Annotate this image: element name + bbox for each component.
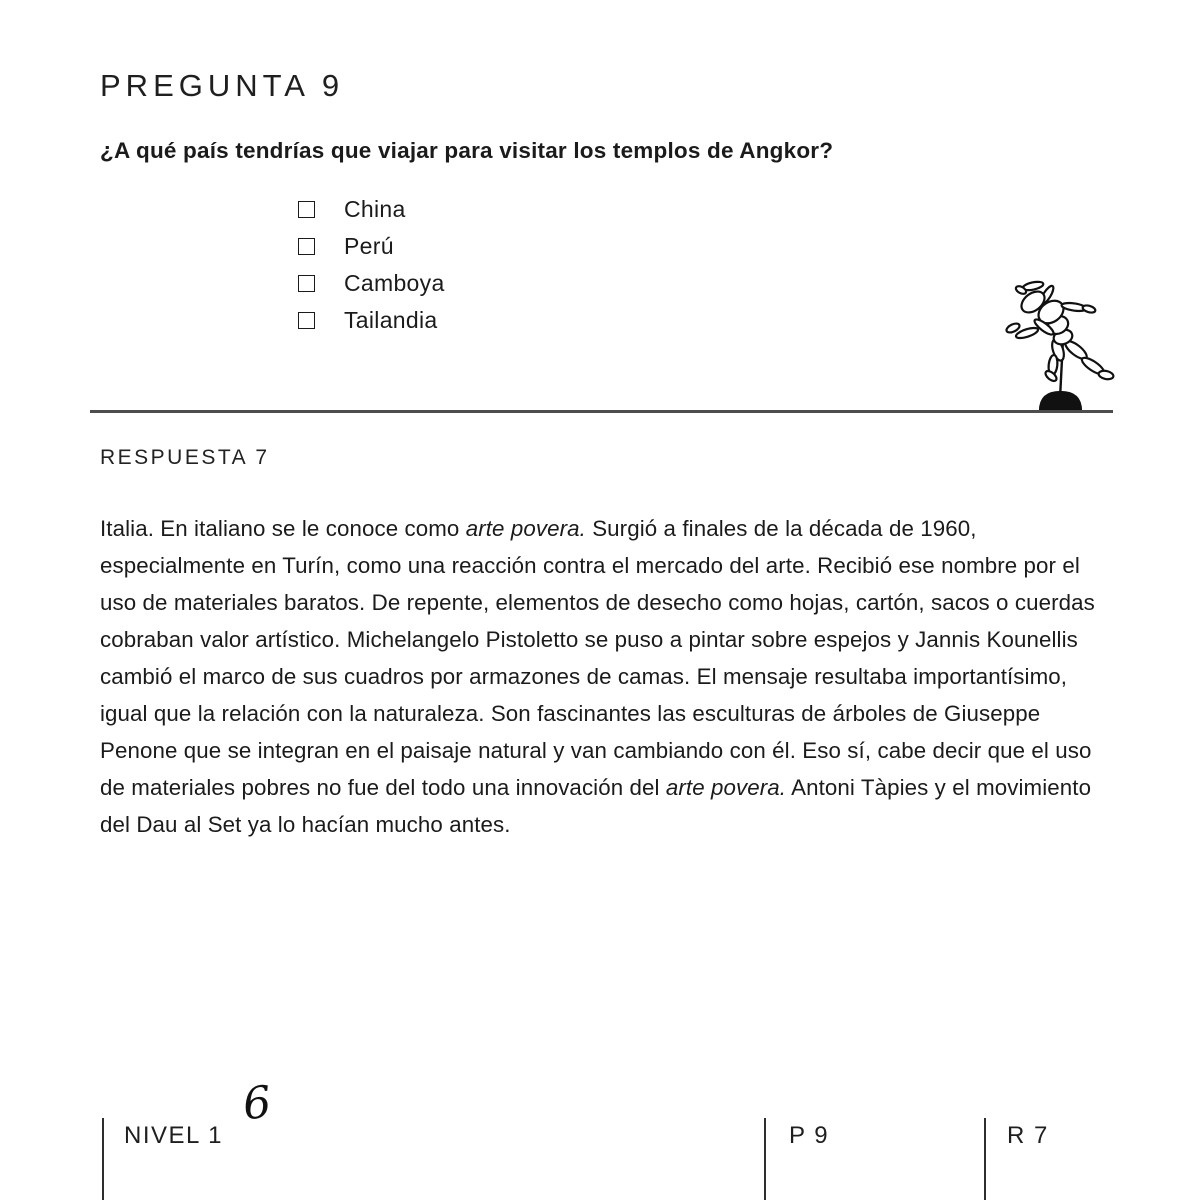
- answer-segment: Surgió a finales de la década de 1960, especialmente en Turín, como una reacción contra el mercado del arte. Recibió ese nombre por el uso de materiales baratos. De repente, elementos de desecho como hojas, cartón, sacos o cuerdas cobraban valor artístico. Michelangelo Pistoletto se puso a pintar sobre espejos y Jannis Kounellis cambió el marco de sus cuadros por armazones de camas. El mensaje resultaba importantísimo, igual que la relación con la naturaleza. Son fascinantes las esculturas de árboles de Giuseppe Penone que se integran en el paisaje natural y van cambiando con él. Eso sí, cabe decir que el uso de materiales pobres no fue del todo una innovación del: [100, 516, 1095, 801]
- footer-divider-answer: [984, 1118, 986, 1200]
- answer-segment: Italia. En italiano se le conoce como: [100, 516, 466, 542]
- handwritten-score: 6: [240, 1076, 274, 1131]
- running-mannequin-icon: [1002, 280, 1120, 413]
- checkbox-camboya[interactable]: [298, 275, 315, 292]
- checkbox-tailandia[interactable]: [298, 312, 315, 329]
- option-row-china: [298, 191, 445, 228]
- option-label: Camboya: [344, 270, 445, 296]
- option-row-tailandia: [298, 302, 445, 339]
- answer-segment-italic: arte povera.: [465, 516, 586, 542]
- options-list: [298, 191, 445, 339]
- option-label: Tailandia: [344, 307, 438, 333]
- answer-segment: Antoni Tàpies y el movimiento del Dau al Set ya lo hacían mucho antes.: [100, 775, 1092, 838]
- option-row-camboya: [298, 265, 445, 302]
- question-text: ¿A qué país tendrías que viajar para visitar los templos de Angkor?: [100, 138, 834, 163]
- answer-title: RESPUESTA 7: [100, 446, 270, 469]
- footer-divider-page: [764, 1118, 766, 1200]
- section-divider: [90, 410, 1113, 413]
- answer-segment-italic: arte povera.: [665, 775, 787, 801]
- question-title: PREGUNTA 9: [100, 68, 345, 103]
- footer-divider-level: [102, 1118, 104, 1200]
- footer-page-ref: P 9: [789, 1122, 830, 1149]
- checkbox-china[interactable]: [298, 201, 315, 218]
- footer-level-label: NIVEL 1: [124, 1122, 223, 1149]
- footer-answer-ref: R 7: [1007, 1122, 1049, 1149]
- answer-paragraph: [100, 510, 1112, 843]
- checkbox-peru[interactable]: [298, 238, 315, 255]
- running-mannequin-illustration: [1002, 280, 1120, 418]
- option-label: Perú: [344, 233, 394, 259]
- option-row-peru: [298, 228, 445, 265]
- option-label: China: [344, 196, 406, 222]
